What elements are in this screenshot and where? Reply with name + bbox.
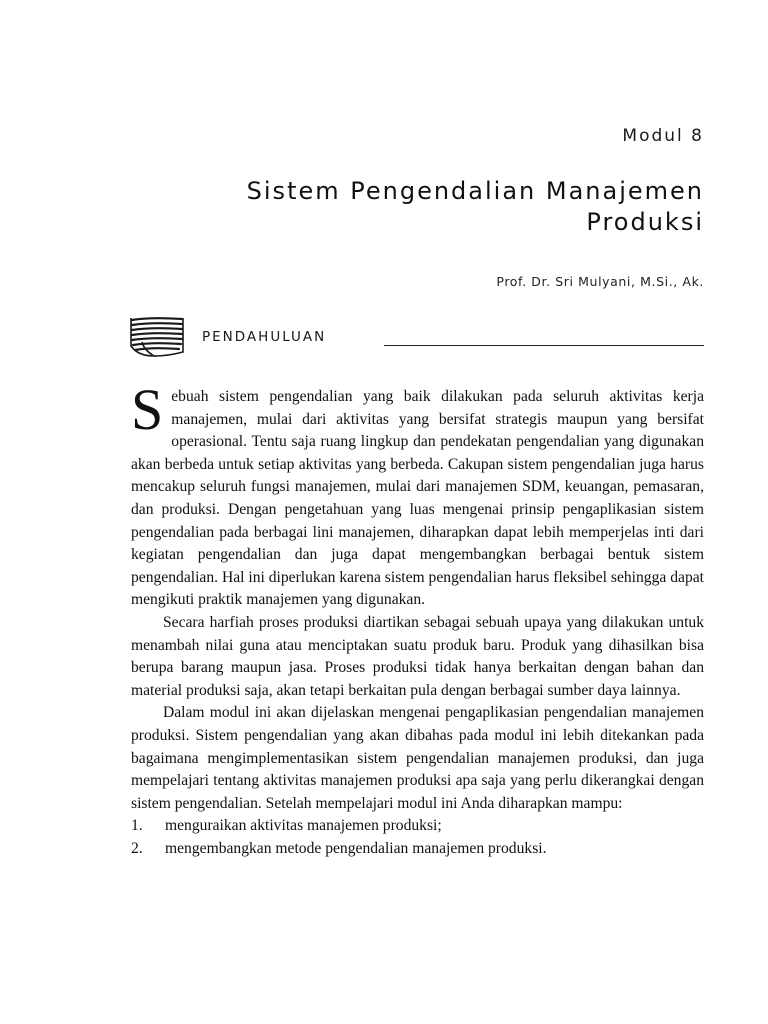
drop-cap: S xyxy=(131,377,164,442)
section-title: PENDAHULUAN xyxy=(202,329,327,345)
paragraph-3: Dalam modul ini akan dijelaskan mengenai pengaplikasian pengendalian manajemen produksi. Sistem pengendalian yang akan dibahas pada modul ini lebih ditekankan pada bagaimana mengimplementasikan sistem pengendalian manajemen produksi, dan juga mempelajari tentang aktivitas manajemen produksi apa saja yang perlu dikerangkai dengan sistem pengendalian. Setelah mempelajari modul ini Anda diharapkan mampu: xyxy=(131,704,704,812)
section-header xyxy=(130,316,704,358)
list-item xyxy=(131,815,704,838)
section-divider xyxy=(384,345,704,346)
module-title xyxy=(144,176,704,238)
author-name: Prof. Dr. Sri Mulyani, M.Si., Ak. xyxy=(496,274,704,289)
paragraph-1 xyxy=(131,377,704,612)
list-item-number: 1. xyxy=(131,817,143,835)
module-title-line-2: Produksi xyxy=(586,208,704,236)
list-item-text: mengembangkan metode pengendalian manajemen produksi. xyxy=(165,839,547,857)
list-item xyxy=(131,838,704,861)
module-label: Modul 8 xyxy=(622,126,704,146)
paragraph-1-text: ebuah sistem pengendalian yang baik dilakukan pada seluruh aktivitas kerja manajemen, mulai dari aktivitas yang bersifat strategis maupun yang bersifat operasional. Tentu saja ruang lingkup dan pendekatan pengendalian yang digunakan akan berbeda untuk setiap aktivitas yang berbeda. Cakupan sistem pengendalian juga harus mencakup seluruh fungsi manajemen, mulai dari manajemen SDM, keuangan, pemasaran, dan produksi. Dengan pengetahuan yang luas mengenai prinsip pengaplikasian sistem pengendalian pada berbagai lini manajemen, diharapkan dapat lebih memperjelas inti dari kegiatan pengendalian dan juga dapat mengembangkan berbagai bentuk sistem pengendalian. Hal ini diperlukan karena sistem pengendalian harus fleksibel sehingga dapat mengikuti praktik manajemen yang digunakan. xyxy=(131,388,704,609)
body-text xyxy=(131,377,704,860)
paragraph-2: Secara harfiah proses produksi diartikan sebagai sebuah upaya yang dilakukan untuk menambah nilai guna atau menciptakan suatu produk baru. Produk yang dihasilkan bisa berupa barang maupun jasa. Proses produksi tidak hanya berkaitan dengan bahan dan material produksi saja, akan tetapi berkaitan pula dengan berbagai sumber daya lainnya. xyxy=(131,613,704,699)
open-book-icon xyxy=(130,316,184,358)
learning-goals-list xyxy=(131,815,704,860)
module-title-line-1: Sistem Pengendalian Manajemen xyxy=(246,177,704,205)
list-item-number: 2. xyxy=(131,839,143,857)
list-item-text: menguraikan aktivitas manajemen produksi; xyxy=(165,817,442,835)
